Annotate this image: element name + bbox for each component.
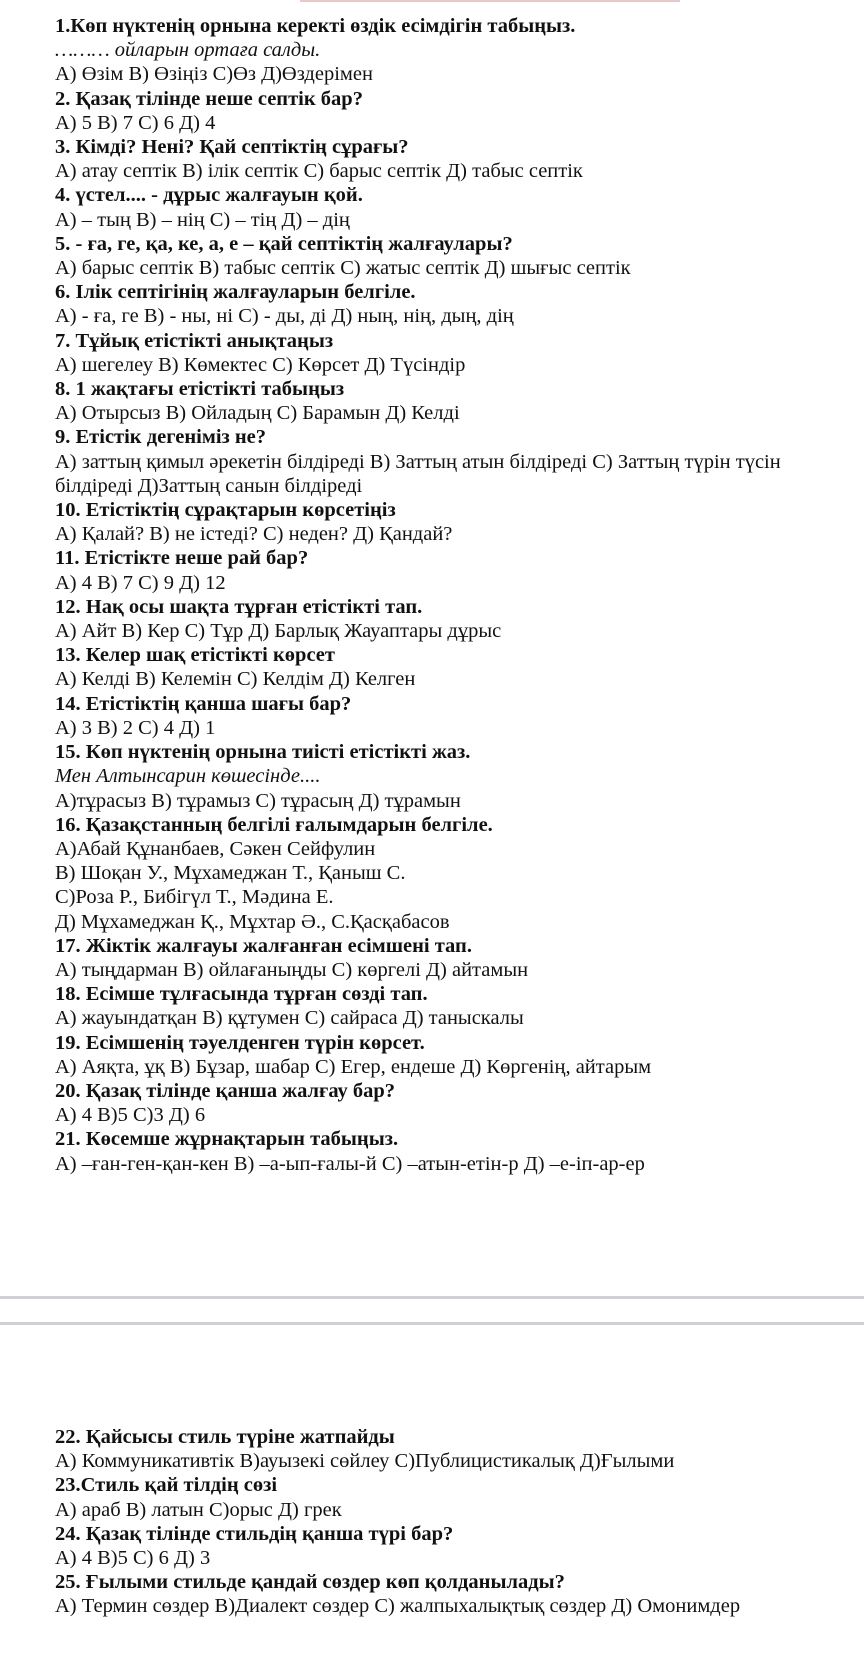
question-text: 13. Келер шақ етістікті көрсет xyxy=(55,644,335,667)
question-text: 5. - ға, ге, қа, ке, а, е – қай септіктің жалғаулары? xyxy=(55,232,513,255)
question-text: 8. 1 жақтағы етістікті табыңыз xyxy=(55,378,345,401)
question-text: 24. Қазақ тілінде стильдің қанша түрі бар? xyxy=(55,1522,454,1545)
questions-block-2 xyxy=(55,1425,855,1619)
question-text: 1.Көп нүктенің орнына керекті өздік есімдігін табыңыз. xyxy=(55,15,576,37)
question-text: 12. Нақ осы шақта тұрған етістікті тап. xyxy=(55,595,423,618)
question-text: 15. Көп нүктенің орнына тиісті етістікті жаз. xyxy=(55,741,471,764)
answer-options: А) –ған-ген-қан-кен В) –а-ып-ғалы-й С) –атын-етін-р Д) –е-іп-ар-ер xyxy=(55,1152,645,1175)
question-sentence: ……… ойларын ортаға салды. xyxy=(55,39,321,62)
answer-options: А) барыс септік В) табыс септік С) жатыс септік Д) шығыс септік xyxy=(55,257,631,280)
question-text: 11. Етістікте неше рай бар? xyxy=(55,547,309,570)
question-text: 6. Ілік септігінің жалғауларын белгіле. xyxy=(55,281,416,304)
page-separator-top xyxy=(0,1296,864,1299)
question-text: 10. Етістіктің сұрақтарын көрсетіңіз xyxy=(55,499,396,522)
answer-options: А) атау септік В) ілік септік С) барыс септік Д) табыс септік xyxy=(55,160,583,183)
answer-options: А) Қалай? В) не істеді? С) неден? Д) Қандай? xyxy=(55,523,453,546)
question-text: 22. Қайсысы стиль түріне жатпайды xyxy=(55,1426,395,1448)
answer-options: А) Келді В) Келемін С) Келдім Д) Келген xyxy=(55,668,416,691)
question-text: 17. Жіктік жалғауы жалғанған есімшені тап. xyxy=(55,934,472,957)
answer-options: А) Аяқта, ұқ В) Бұзар, шабар С) Егер, ендеше Д) Көргенің, айтарым xyxy=(55,1055,652,1078)
answer-options: А) 4 В)5 С)3 Д) 6 xyxy=(55,1104,206,1127)
answer-options: А) 5 В) 7 С) 6 Д) 4 xyxy=(55,111,216,134)
question-text: 14. Етістіктің қанша шағы бар? xyxy=(55,692,352,715)
question-text: 3. Кімді? Нені? Қай септіктің сұрағы? xyxy=(55,136,409,159)
answer-options: А) Термин сөздер В)Диалект сөздер С) жалпыхалықтық сөздер Д) Омонимдер xyxy=(55,1595,741,1618)
answer-options: А) Айт В) Кер С) Тұр Д) Барлық Жауаптары дұрыс xyxy=(55,620,502,643)
answer-options: А) 4 В) 7 С) 9 Д) 12 xyxy=(55,571,226,594)
answer-options: А) 3 В) 2 С) 4 Д) 1 xyxy=(55,716,216,739)
question-text: 23.Стиль қай тілдің сөзі xyxy=(55,1474,278,1497)
answer-options: А) тыңдарман В) ойлағаныңды С) көргелі Д) айтамын xyxy=(55,958,529,981)
question-text: 2. Қазақ тілінде неше септік бар? xyxy=(55,87,363,110)
answer-options: Д) Мұхамеджан Қ., Мұхтар Ә., С.Қасқабасов xyxy=(55,910,450,933)
answer-options: А) 4 В)5 С) 6 Д) 3 xyxy=(55,1547,211,1570)
answer-options: А) – тың В) – нің С) – тің Д) – дің xyxy=(55,208,350,231)
question-text: 21. Көсемше жұрнақтарын табыңыз. xyxy=(55,1128,399,1151)
answer-options: А) Отырсыз В) Ойладың С) Барамын Д) Келді xyxy=(55,402,460,425)
answer-options: А)Абай Құнанбаев, Сәкен Сейфулин xyxy=(55,837,376,860)
answer-options: А) жауындатқан В) құтумен С) сайраса Д) таныскалы xyxy=(55,1007,524,1030)
question-text: 18. Есімше тұлғасында тұрған сөзді тап. xyxy=(55,983,428,1006)
answer-options: А) - ға, ге В) - ны, ні С) - ды, ді Д) ның, нің, дың, дің xyxy=(55,305,514,328)
question-sentence: Мен Алтынсарин көшесінде.... xyxy=(55,765,321,788)
question-text: 19. Есімшенің тәуелденген түрін көрсет. xyxy=(55,1031,425,1054)
question-text: 9. Етістік дегеніміз не? xyxy=(55,426,267,449)
top-edge-strip xyxy=(300,0,680,2)
answer-options: А) Коммуникативтік В)ауызекі сөйлеу С)Публицистикалық Д)Ғылыми xyxy=(55,1450,675,1473)
answer-options: А)тұрасыз В) тұрамыз С) тұрасың Д) тұрамын xyxy=(55,789,461,812)
answer-options: А) заттың қимыл әрекетін білдіреді В) Заттың атын білдіреді С) Заттың түрін түсін білдіреді Д)Заттың санын білдіреді xyxy=(55,450,781,497)
answer-options: В) Шоқан У., Мұхамеджан Т., Қаныш С. xyxy=(55,862,406,885)
question-text: 7. Тұйық етістікті анықтаңыз xyxy=(55,329,334,352)
questions-block-1 xyxy=(55,14,855,1176)
answer-options: А) шегелеу В) Көмектес С) Көрсет Д) Түсіндір xyxy=(55,353,466,376)
question-text: 16. Қазақстанның белгілі ғалымдарын белгіле. xyxy=(55,813,493,836)
question-text: 4. үстел.... - дұрыс жалғауын қой. xyxy=(55,184,363,207)
answer-options: А) араб В) латын С)орыс Д) грек xyxy=(55,1498,342,1521)
question-text: 25. Ғылыми стильде қандай сөздер көп қолданылады? xyxy=(55,1571,565,1594)
page-separator-bottom xyxy=(0,1322,864,1325)
answer-options: С)Роза Р., Бибігүл Т., Мәдина Е. xyxy=(55,886,334,909)
answer-options: А) Өзім В) Өзіңіз С)Өз Д)Өздерімен xyxy=(55,63,373,86)
question-text: 20. Қазақ тілінде қанша жалғау бар? xyxy=(55,1079,396,1102)
